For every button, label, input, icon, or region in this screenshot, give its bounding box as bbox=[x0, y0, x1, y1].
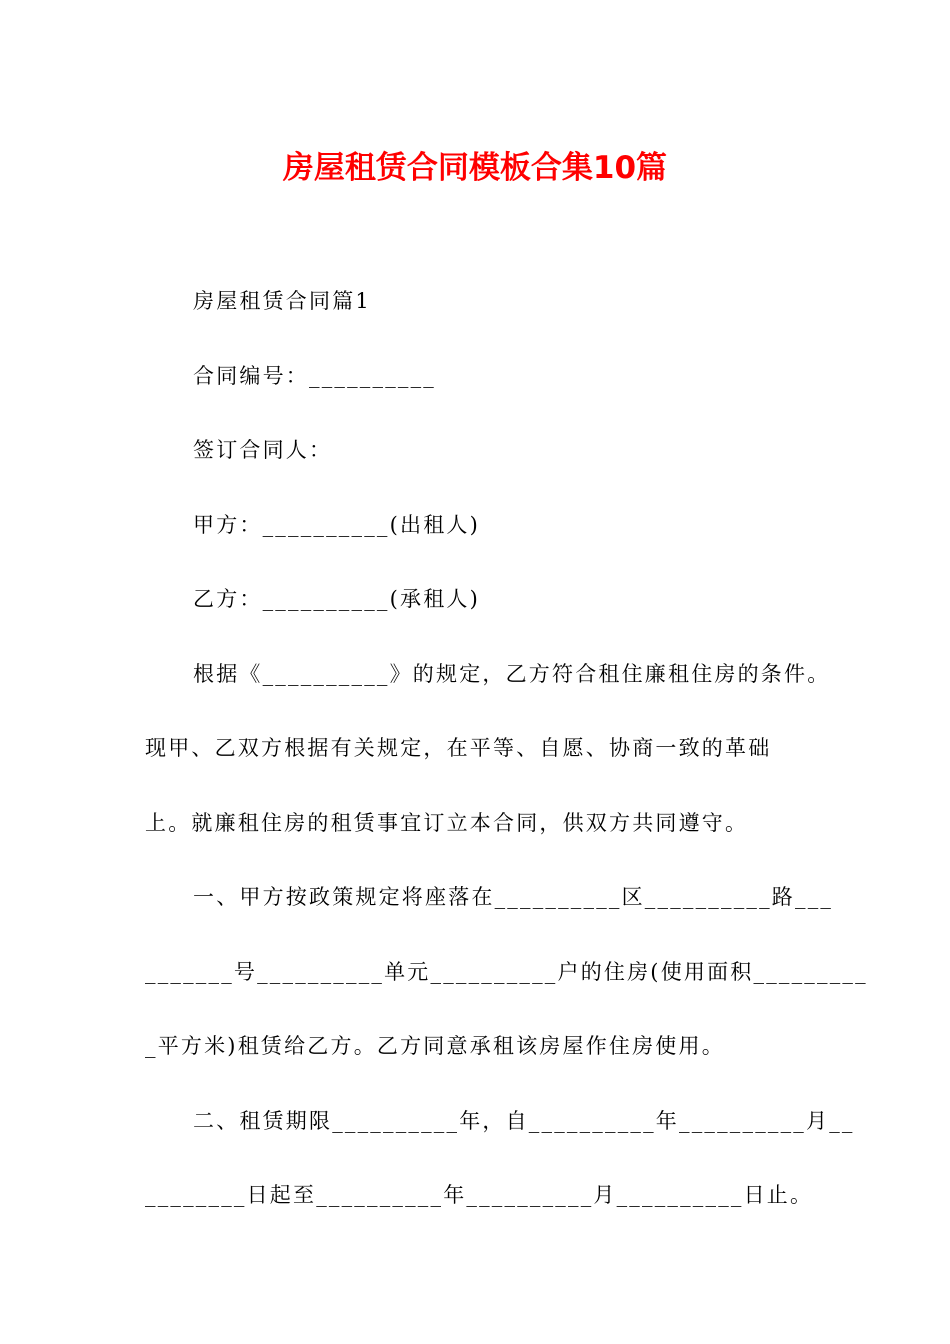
paragraph-line: 现甲、乙双方根据有关规定，在平等、自愿、协商一致的革础 bbox=[145, 736, 772, 760]
clause-one-line: _______号__________单元__________户的住房(使用面积_________ bbox=[145, 960, 868, 984]
signing-parties-line: 签订合同人： bbox=[193, 438, 333, 462]
clause-one-line: _平方米)租赁给乙方。乙方同意承租该房屋作住房使用。 bbox=[145, 1034, 725, 1058]
paragraph-line: 根据《__________》的规定，乙方符合租住廉租住房的条件。 bbox=[193, 662, 831, 686]
clause-two-line: ________日起至__________年__________月__________日止。 bbox=[145, 1183, 814, 1207]
party-a-line: 甲方：__________(出租人) bbox=[193, 513, 480, 537]
clause-two-line: 二、租赁期限__________年，自__________年__________月__ bbox=[193, 1109, 855, 1133]
party-b-line: 乙方：__________(承租人) bbox=[193, 587, 480, 611]
contract-number-line: 合同编号：__________ bbox=[193, 364, 436, 388]
clause-one-line: 一、甲方按政策规定将座落在__________区__________路___ bbox=[193, 885, 834, 909]
section-heading: 房屋租赁合同篇1 bbox=[193, 289, 371, 313]
document-title: 房屋租赁合同模板合集10篇 bbox=[282, 150, 668, 186]
paragraph-line: 上。就廉租住房的租赁事宜订立本合同，供双方共同遵守。 bbox=[145, 811, 749, 835]
